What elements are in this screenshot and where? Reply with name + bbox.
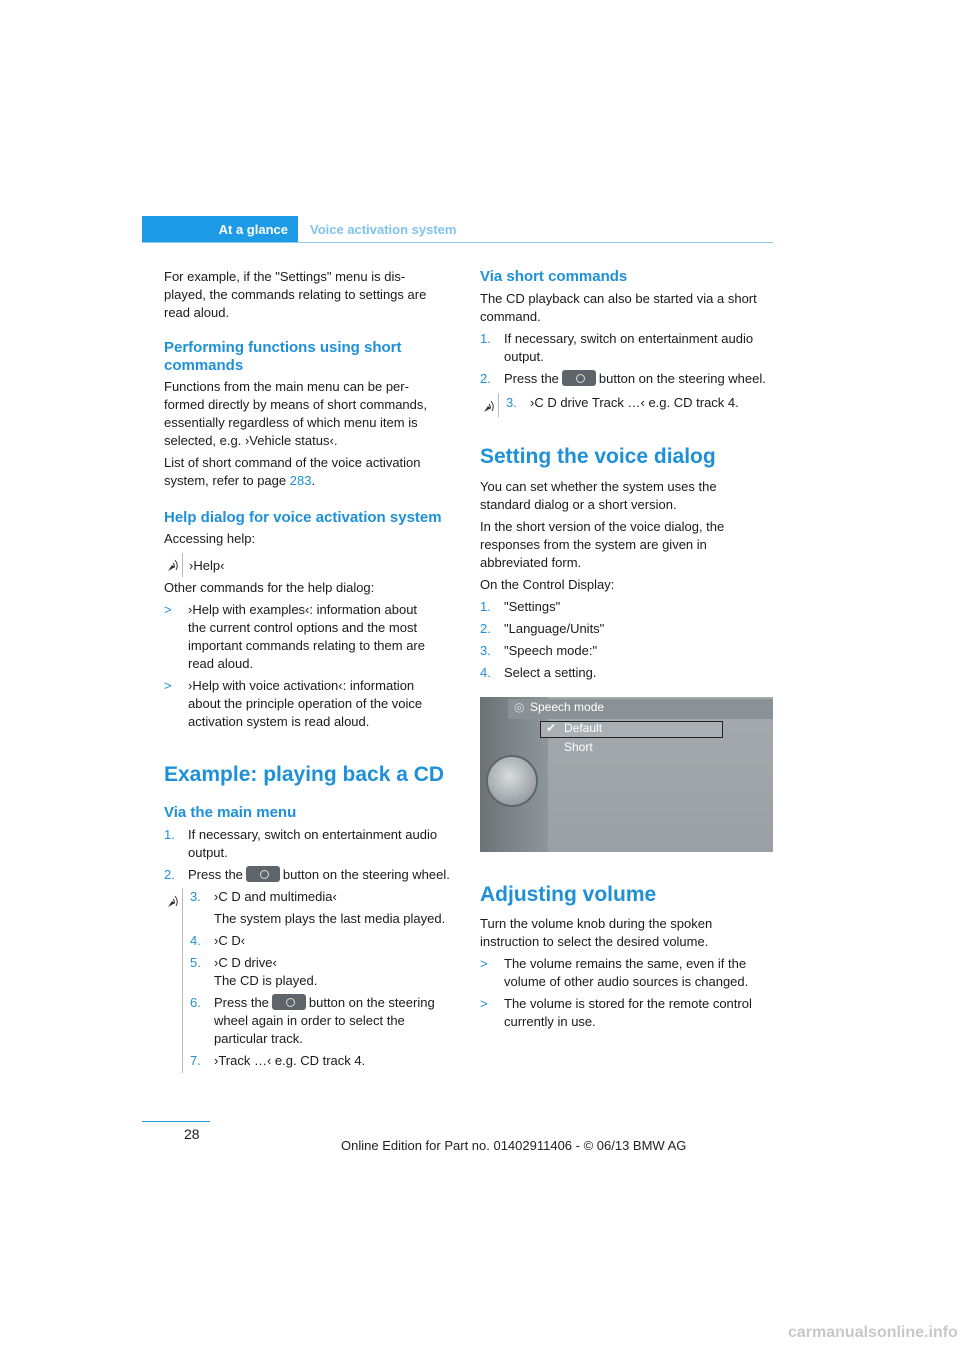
watermark: carmanualsonline.info — [788, 1324, 958, 1341]
help-bullet-1 — [164, 601, 464, 673]
step-7-text: ›Track …‹ e.g. CD track 4. — [214, 1053, 366, 1068]
intro-line-3: read aloud. — [164, 305, 230, 320]
speech-mode-icon: ◎ — [514, 700, 525, 714]
d4-num: 4. — [480, 665, 491, 680]
vb2-l1: The volume is stored for the remote control — [504, 996, 752, 1011]
r-step-3-num: 3. — [506, 395, 517, 410]
heading-via-short-commands: Via short commands — [480, 268, 628, 285]
d-p3: On the Control Display: — [480, 577, 615, 592]
d-step-2 — [480, 620, 775, 638]
r-step-1-text — [504, 330, 775, 366]
short-p2-l1: List of short command of the voice activation — [164, 455, 421, 470]
short-p2-l2 — [164, 472, 464, 490]
step-3 — [190, 888, 465, 928]
step-5 — [190, 954, 465, 990]
b1-l3: important commands relating to them are — [188, 638, 425, 653]
short-p1-l2: formed directly by means of short commands, — [164, 397, 427, 412]
step-1-num: 1. — [164, 827, 175, 842]
vb1-bullet: > — [480, 956, 488, 971]
d-p1-l1: You can set whether the system uses the — [480, 479, 717, 494]
s6-l3: particular track. — [214, 1031, 303, 1046]
r-step-1 — [480, 330, 775, 366]
voice-command-icon — [482, 398, 496, 414]
d2-num: 2. — [480, 621, 491, 636]
footer-divider — [142, 1121, 210, 1122]
step-6-num: 6. — [190, 995, 201, 1010]
heading-main-menu: Via the main menu — [164, 804, 297, 821]
short-p1-l4: selected, e.g. ›Vehicle status‹. — [164, 433, 338, 448]
b1-l4: read aloud. — [188, 656, 254, 671]
d-p2-l3: abbreviated form. — [480, 555, 582, 570]
d2-text: "Language/Units" — [504, 621, 605, 636]
help-bullet-1-text — [188, 601, 464, 673]
d3-text: "Speech mode:" — [504, 643, 598, 658]
help-access-text: Accessing help: — [164, 531, 256, 546]
r-step-2 — [480, 370, 775, 388]
r-s1-l2: output. — [504, 349, 544, 364]
s5-note: The CD is played. — [214, 973, 318, 988]
heading-example-cd: Example: playing back a CD — [164, 763, 445, 786]
volume-text — [480, 915, 775, 1031]
heading-help-dialog: Help dialog for voice activation system — [164, 509, 442, 526]
step-2-text — [188, 866, 464, 884]
step-2-num: 2. — [164, 867, 175, 882]
header-section-title: Voice activation system — [310, 222, 457, 237]
r-step-1-num: 1. — [480, 331, 491, 346]
s2-post: button on the steering wheel. — [282, 867, 450, 882]
short-p1-l3: essentially regardless of which menu item is — [164, 415, 418, 430]
vb1-l2: volume of other audio sources is changed. — [504, 974, 749, 989]
short-commands-text — [164, 378, 464, 490]
volume-bullet-1 — [480, 955, 775, 991]
d1-text: "Settings" — [504, 599, 561, 614]
screen-menu-title: Speech mode — [530, 700, 605, 714]
b1-l2: the current control options and the most — [188, 620, 418, 635]
v-p1-l2: instruction to select the desired volume. — [480, 934, 709, 949]
b2-l1: ›Help with voice activation‹: information — [188, 678, 415, 693]
s6-pre: Press the — [214, 995, 269, 1010]
main-menu-steps — [164, 826, 464, 884]
controller-knob-icon — [486, 755, 538, 807]
bullet-2: > — [164, 678, 172, 693]
voice-command-icon — [166, 893, 180, 909]
b2-l3: activation system is read aloud. — [188, 714, 370, 729]
s3-note: The system plays the last media played. — [214, 911, 446, 926]
short-p2-end: . — [311, 473, 316, 488]
step-1-text — [188, 826, 464, 862]
r-step-2-text — [504, 370, 775, 388]
step-2 — [164, 866, 464, 884]
help-other: Other commands for the help dialog: — [164, 580, 375, 595]
header-tab — [142, 216, 298, 243]
step-5-num: 5. — [190, 955, 201, 970]
heading-adjusting-volume: Adjusting volume — [480, 883, 657, 906]
heading-short-commands — [164, 339, 402, 375]
vb1-l1: The volume remains the same, even if the — [504, 956, 747, 971]
r-p1-l2: command. — [480, 309, 541, 324]
right-short-text — [480, 290, 775, 388]
header-divider — [142, 242, 773, 243]
step-5-text — [214, 954, 465, 990]
short-p1-l1: Functions from the main menu can be per- — [164, 379, 409, 394]
d-step-3 — [480, 642, 775, 660]
step-6 — [190, 994, 465, 1048]
r-s2-pre: Press the — [504, 371, 559, 386]
d-p2-l2: responses from the system are given in — [480, 537, 707, 552]
volume-bullet-2 — [480, 995, 775, 1031]
intro-line-2: played, the commands relating to settings are — [164, 287, 427, 302]
b1-l1: ›Help with examples‹: information about — [188, 602, 418, 617]
help-bullet-2-text — [188, 677, 464, 731]
r-p1-l1: The CD playback can also be started via a short — [480, 291, 757, 306]
s1-l2: output. — [188, 845, 228, 860]
step-1 — [164, 826, 464, 862]
page-number: 28 — [184, 1126, 200, 1142]
heading-setting-voice-dialog: Setting the voice dialog — [480, 445, 716, 468]
s5-txt: ›C D drive‹ — [214, 955, 277, 970]
d4-text: Select a setting. — [504, 665, 597, 680]
help-commands — [164, 579, 464, 731]
d3-num: 3. — [480, 643, 491, 658]
vb2-l2: currently in use. — [504, 1014, 596, 1029]
intro-line-1: For example, if the "Settings" menu is dis- — [164, 269, 406, 284]
short-p2-text: system, refer to page — [164, 473, 290, 488]
left-column — [164, 268, 464, 322]
voice-steps — [190, 888, 465, 1070]
s6-post: button on the steering — [308, 995, 435, 1010]
r-step-3-row — [506, 394, 776, 412]
step-7 — [190, 1052, 465, 1070]
d-step-4 — [480, 664, 775, 682]
vb2-bullet: > — [480, 996, 488, 1011]
help-bullet-2 — [164, 677, 464, 731]
r-step-2-num: 2. — [480, 371, 491, 386]
r-s1-l1: If necessary, switch on entertainment audio — [504, 331, 754, 346]
help-access — [164, 530, 464, 548]
option-short[interactable]: Short — [564, 740, 593, 754]
s6-l2: wheel again in order to select the — [214, 1013, 405, 1028]
step-4-num: 4. — [190, 933, 201, 948]
r-step-3-text: ›C D drive Track …‹ e.g. CD track 4. — [530, 395, 739, 410]
step-3-num: 3. — [190, 889, 201, 904]
r-s2-post: button on the steering wheel. — [598, 371, 766, 386]
voice-bar — [498, 393, 499, 417]
s3-txt: ›C D and multimedia‹ — [214, 889, 337, 904]
b2-l2: about the principle operation of the voice — [188, 696, 423, 711]
vb1-text — [504, 955, 775, 991]
heading-short-line-1: Performing functions using short — [164, 339, 402, 356]
voice-bar — [182, 553, 183, 577]
s1-l1: If necessary, switch on entertainment audio — [188, 827, 438, 842]
step-3-text — [214, 888, 465, 928]
v-p1-l1: Turn the volume knob during the spoken — [480, 916, 713, 931]
voice-bar — [182, 888, 183, 1073]
d-p1-l2: standard dialog or a short version. — [480, 497, 677, 512]
voice-dialog-text — [480, 478, 775, 682]
step-6-text — [214, 994, 465, 1048]
step-4 — [190, 932, 465, 950]
bullet-1: > — [164, 602, 172, 617]
s2-pre: Press the — [188, 867, 243, 882]
online-edition-note: Online Edition for Part no. 01402911406 - © 06/13 BMW AG — [341, 1138, 687, 1153]
step-7-num: 7. — [190, 1053, 201, 1068]
page-283-link[interactable]: 283 — [289, 473, 312, 488]
heading-short-line-2: commands — [164, 357, 244, 374]
d-p2-l1: In the short version of the voice dialog, the — [480, 519, 725, 534]
voice-command-icon — [166, 557, 180, 573]
steering-wheel-voice-button-icon — [246, 866, 280, 882]
vb2-text — [504, 995, 775, 1031]
help-command: ›Help‹ — [189, 558, 225, 573]
header-tab-label: At a glance — [218, 222, 288, 237]
steering-wheel-voice-button-icon — [562, 370, 596, 386]
d1-num: 1. — [480, 599, 491, 614]
r-step-3 — [506, 394, 776, 412]
control-display-screenshot — [480, 697, 773, 852]
check-icon: ✔ — [546, 721, 557, 735]
steering-wheel-voice-button-icon — [272, 994, 306, 1010]
step-4-text: ›C D‹ — [214, 933, 246, 948]
option-default[interactable]: Default — [564, 721, 603, 735]
d-step-1 — [480, 598, 775, 616]
